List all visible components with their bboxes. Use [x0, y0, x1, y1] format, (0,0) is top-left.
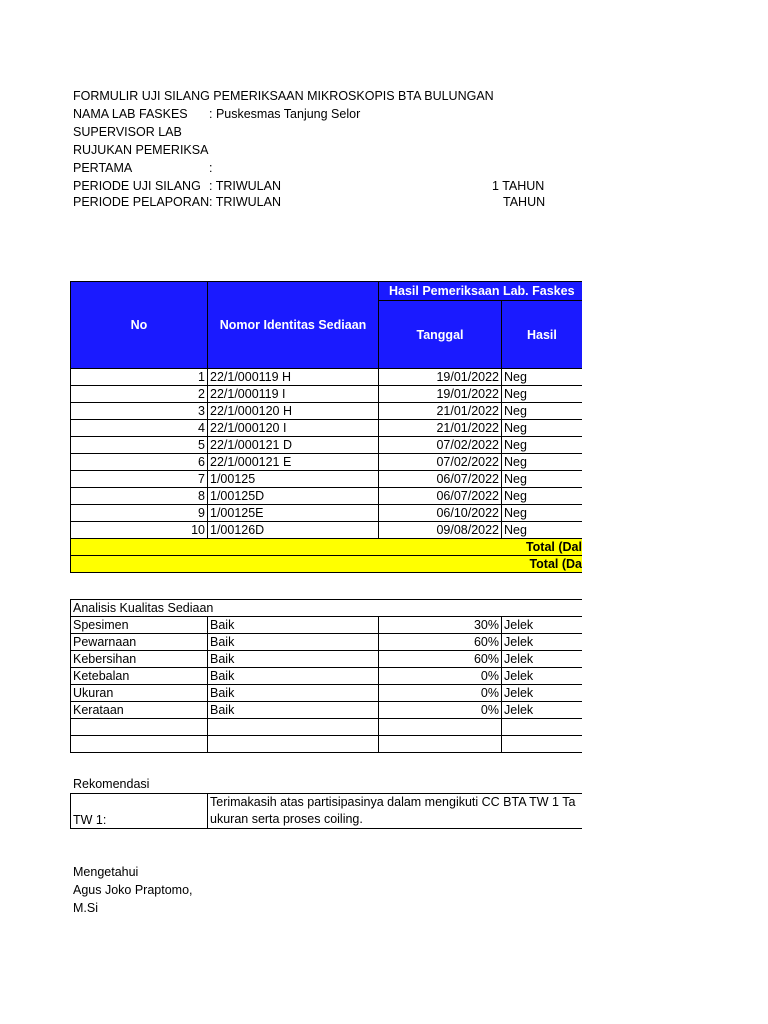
- table-row: [71, 403, 583, 420]
- row-tanggal: 07/02/2022: [379, 454, 502, 471]
- quality-bad: Jelek: [502, 617, 583, 634]
- row-hasil: Neg: [502, 369, 583, 386]
- quality-name: Ukuran: [71, 685, 208, 702]
- row-hasil: Neg: [502, 454, 583, 471]
- row-hasil: Neg: [502, 386, 583, 403]
- row-tanggal: 19/01/2022: [379, 369, 502, 386]
- row-hasil: Neg: [502, 488, 583, 505]
- periode-uji-value: : TRIWULAN: [209, 179, 281, 193]
- quality-name: Kebersihan: [71, 651, 208, 668]
- periode-lapor-value: : TRIWULAN: [209, 195, 281, 209]
- quality-pct: 60%: [379, 651, 502, 668]
- quality-bad: Jelek: [502, 634, 583, 651]
- row-hasil: Neg: [502, 471, 583, 488]
- row-tanggal: 07/02/2022: [379, 437, 502, 454]
- row-no: 1: [71, 369, 208, 386]
- col-id-header: Nomor Identitas Sediaan: [208, 282, 379, 369]
- rujukan-value: :: [209, 161, 213, 175]
- results-table-region: [70, 281, 582, 583]
- quality-good: Baik: [208, 685, 379, 702]
- row-no: 2: [71, 386, 208, 403]
- row-no: 3: [71, 403, 208, 420]
- quality-pct: 60%: [379, 634, 502, 651]
- recommendation-region: [70, 793, 582, 830]
- row-tanggal: 09/08/2022: [379, 522, 502, 539]
- quality-name: Spesimen: [71, 617, 208, 634]
- table-row: [71, 369, 583, 386]
- row-id: 22/1/000120 H: [208, 403, 379, 420]
- row-tanggal: 21/01/2022: [379, 403, 502, 420]
- quality-bad: Jelek: [502, 651, 583, 668]
- table-row: [71, 386, 583, 403]
- quality-good: Baik: [208, 668, 379, 685]
- row-no: 9: [71, 505, 208, 522]
- quality-row: [71, 668, 583, 685]
- row-hasil: Neg: [502, 437, 583, 454]
- row-tanggal: 06/10/2022: [379, 505, 502, 522]
- total-row-2: [71, 556, 583, 573]
- table-row: [71, 420, 583, 437]
- quality-good: Baik: [208, 702, 379, 719]
- results-table: [70, 281, 582, 573]
- quality-good: Baik: [208, 634, 379, 651]
- row-id: 22/1/000121 E: [208, 454, 379, 471]
- row-id: 1/00125D: [208, 488, 379, 505]
- supervisor-label: SUPERVISOR LAB: [73, 125, 182, 139]
- table-row: [71, 505, 583, 522]
- quality-row: [71, 702, 583, 719]
- row-id: 22/1/000119 I: [208, 386, 379, 403]
- row-no: 6: [71, 454, 208, 471]
- periode-lapor-year: TAHUN: [503, 195, 546, 209]
- row-no: 10: [71, 522, 208, 539]
- row-id: 22/1/000120 I: [208, 420, 379, 437]
- row-tanggal: 06/07/2022: [379, 488, 502, 505]
- row-hasil: Neg: [502, 505, 583, 522]
- total-label-1: Total (Dal: [71, 539, 583, 556]
- recommendation-line-2: ukuran serta proses coiling.: [210, 812, 363, 826]
- recommendation-table: [70, 793, 582, 829]
- quality-name: Pewarnaan: [71, 634, 208, 651]
- quality-pct: 0%: [379, 685, 502, 702]
- table-row: [71, 454, 583, 471]
- row-hasil: Neg: [502, 403, 583, 420]
- recommendation-text: [208, 794, 583, 829]
- col-tanggal-header: Tanggal: [379, 301, 502, 369]
- quality-table-region: [70, 599, 582, 759]
- signature-title: M.Si: [73, 901, 98, 915]
- table-row: [71, 522, 583, 539]
- col-hasil-header: Hasil: [502, 301, 583, 369]
- periode-uji-year: 1 TAHUN: [492, 179, 545, 193]
- quality-row: [71, 634, 583, 651]
- quality-pct: 0%: [379, 702, 502, 719]
- quality-good: Baik: [208, 651, 379, 668]
- row-tanggal: 06/07/2022: [379, 471, 502, 488]
- row-no: 8: [71, 488, 208, 505]
- row-hasil: Neg: [502, 420, 583, 437]
- signature-name: Agus Joko Praptomo,: [73, 883, 193, 897]
- quality-bad: Jelek: [502, 668, 583, 685]
- quality-title: Analisis Kualitas Sediaan: [71, 600, 583, 617]
- quality-bad: Jelek: [502, 702, 583, 719]
- row-id: 1/00125: [208, 471, 379, 488]
- row-id: 22/1/000119 H: [208, 369, 379, 386]
- recommendation-label: TW 1:: [71, 794, 208, 829]
- row-id: 22/1/000121 D: [208, 437, 379, 454]
- lab-value: : Puskesmas Tanjung Selor: [209, 107, 361, 121]
- recommendation-line-1: Terimakasih atas partisipasinya dalam mengikuti CC BTA TW 1 Ta: [210, 795, 576, 809]
- quality-good: Baik: [208, 617, 379, 634]
- row-no: 4: [71, 420, 208, 437]
- total-label-2: Total (Da: [71, 556, 583, 573]
- table-row: [71, 471, 583, 488]
- quality-bad: Jelek: [502, 685, 583, 702]
- quality-row: [71, 685, 583, 702]
- recommendation-title: Rekomendasi: [73, 777, 150, 791]
- quality-table: [70, 599, 582, 753]
- row-no: 5: [71, 437, 208, 454]
- row-id: 1/00125E: [208, 505, 379, 522]
- rujukan-label-2: PERTAMA: [73, 161, 133, 175]
- total-row-1: [71, 539, 583, 556]
- group-header: Hasil Pemeriksaan Lab. Faskes: [379, 282, 583, 301]
- row-no: 7: [71, 471, 208, 488]
- row-id: 1/00126D: [208, 522, 379, 539]
- quality-name: Ketebalan: [71, 668, 208, 685]
- table-row: [71, 437, 583, 454]
- row-tanggal: 19/01/2022: [379, 386, 502, 403]
- row-tanggal: 21/01/2022: [379, 420, 502, 437]
- quality-pct: 0%: [379, 668, 502, 685]
- quality-name: Kerataan: [71, 702, 208, 719]
- quality-pct: 30%: [379, 617, 502, 634]
- quality-row: [71, 651, 583, 668]
- form-title: FORMULIR UJI SILANG PEMERIKSAAN MIKROSKOPIS BTA BULUNGAN: [73, 89, 494, 103]
- col-no-header: No: [71, 282, 208, 369]
- signature-line-1: Mengetahui: [73, 865, 139, 879]
- rujukan-label-1: RUJUKAN PEMERIKSA: [73, 143, 209, 157]
- table-row: [71, 488, 583, 505]
- periode-lapor-label: PERIODE PELAPORAN: [73, 195, 210, 209]
- quality-row: [71, 617, 583, 634]
- periode-uji-label: PERIODE UJI SILANG: [73, 179, 201, 193]
- lab-label: NAMA LAB FASKES: [73, 107, 188, 121]
- row-hasil: Neg: [502, 522, 583, 539]
